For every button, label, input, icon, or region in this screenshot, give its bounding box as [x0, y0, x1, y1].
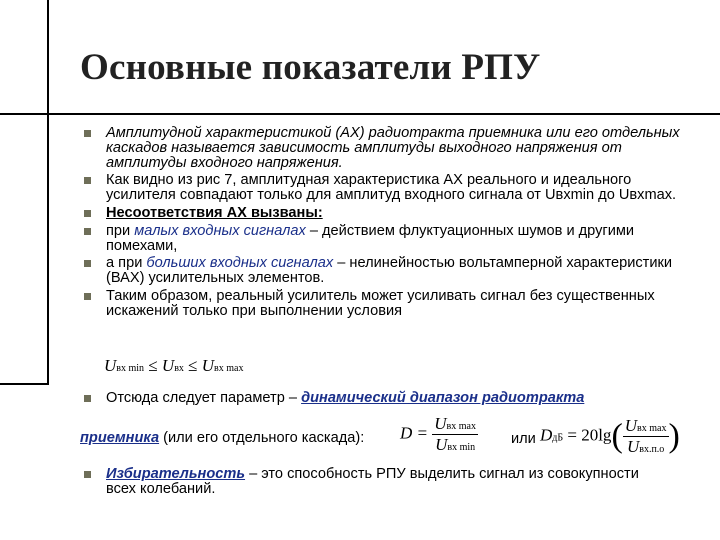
bullet-text-prefix: при — [106, 222, 135, 239]
term-large-signals: больших входных сигналах — [146, 255, 334, 272]
formula-subscript: вх.п.о — [639, 444, 665, 455]
bullet-square-icon — [84, 210, 91, 217]
formula-subscript: вх max — [637, 423, 667, 434]
term-dynamic-range: динамический диапазон радиотракта — [301, 390, 585, 406]
bullet-item — [82, 173, 682, 203]
bullet-item — [82, 224, 682, 254]
bullet-text: Как видно из рис 7, амплитудная характеристика АХ реального и идеального усилителя совпадают только для амплитуд входного сигнала от Uвхmin до Uвхmax. — [106, 172, 677, 204]
bullet-square-icon — [84, 228, 91, 235]
formula-denominator — [432, 435, 478, 455]
formula-fraction — [432, 414, 478, 455]
term-selectivity: Избирательность — [106, 466, 246, 482]
bullet-text-suffix: (или его отдельного каскада): — [159, 430, 365, 446]
formula-symbol: U — [161, 356, 175, 375]
bullet-square-icon — [84, 177, 91, 184]
frame-vertical-left — [47, 115, 49, 385]
dynamic-range-line — [80, 430, 364, 446]
formula-symbol: U — [435, 435, 448, 454]
formula-subscript: вх max — [446, 421, 476, 432]
formula-operator: = 20lg — [567, 425, 612, 445]
formula-subscript: вх min — [447, 442, 476, 453]
condition-formula — [104, 356, 244, 376]
formula-symbol: U — [104, 356, 117, 375]
bullet-item — [82, 467, 666, 497]
formula-paren-left: ( — [611, 417, 623, 455]
formula-subscript: вх min — [116, 363, 145, 374]
formula-fraction — [623, 416, 669, 457]
bullet-item — [82, 206, 682, 221]
frame-vertical-top — [47, 0, 48, 113]
bullet-text: Амплитудной характеристикой (АХ) радиотракта приемника или его отдельных каскадов называется зависимость амплитуды выходного напряжения от амплитуды входного напряжения. — [106, 125, 680, 171]
bullet-item — [82, 126, 682, 170]
slide-title: Основные показатели РПУ — [80, 47, 541, 88]
term-receiver: приемника — [80, 430, 160, 446]
bullet-text-prefix: а при — [106, 255, 147, 272]
dynamic-range-formula — [400, 414, 478, 455]
formula-subscript: дБ — [552, 432, 564, 444]
formula-numerator — [623, 416, 669, 437]
bullet-item — [82, 256, 682, 286]
formula-symbol: U — [434, 414, 447, 433]
bullet-text-suffix: – действием флуктуационных шумов и другими помехами, — [106, 222, 635, 254]
bullet-text: Таким образом, реальный усилитель может усиливать сигнал без существенных искажений только при выполнении условия — [106, 287, 655, 319]
formula-subscript: вх max — [214, 363, 244, 374]
formula-symbol: U — [624, 416, 638, 435]
bullet-text-suffix: – нелинейностью вольтамперной характеристики (ВАХ) усилительных элементов. — [106, 255, 673, 287]
frame-horizontal-rule — [0, 113, 720, 115]
bullet-square-icon — [84, 260, 91, 267]
formula-operator: ≤ — [188, 356, 198, 375]
bullet-text-prefix: Отсюда следует параметр – — [106, 390, 302, 406]
formula-symbol: U — [626, 437, 640, 456]
bullet-text: Несоответствия АХ вызваны: — [106, 204, 323, 221]
dynamic-range-db-formula — [540, 416, 680, 457]
frame-bottom-rule — [0, 383, 49, 385]
bullet-text-suffix: – это способность РПУ выделить сигнал из совокупности всех колебаний. — [106, 466, 639, 497]
bullet-square-icon — [84, 471, 91, 478]
bullet-square-icon — [84, 130, 91, 137]
or-label: или — [511, 431, 536, 447]
bullet-list — [82, 126, 682, 319]
term-small-signals: малых входных сигналах — [134, 222, 306, 239]
formula-symbol: D = — [400, 423, 428, 443]
bullet-square-icon — [84, 395, 91, 402]
bullet-item — [82, 391, 706, 406]
formula-numerator — [432, 414, 478, 435]
formula-operator: ≤ — [148, 356, 158, 375]
formula-denominator — [623, 437, 669, 457]
bullet-square-icon — [84, 293, 91, 300]
bullet-item — [82, 289, 682, 319]
formula-paren-right: ) — [668, 417, 680, 455]
formula-subscript: вх — [174, 363, 184, 374]
formula-symbol: D — [540, 425, 553, 445]
formula-symbol: U — [201, 356, 215, 375]
